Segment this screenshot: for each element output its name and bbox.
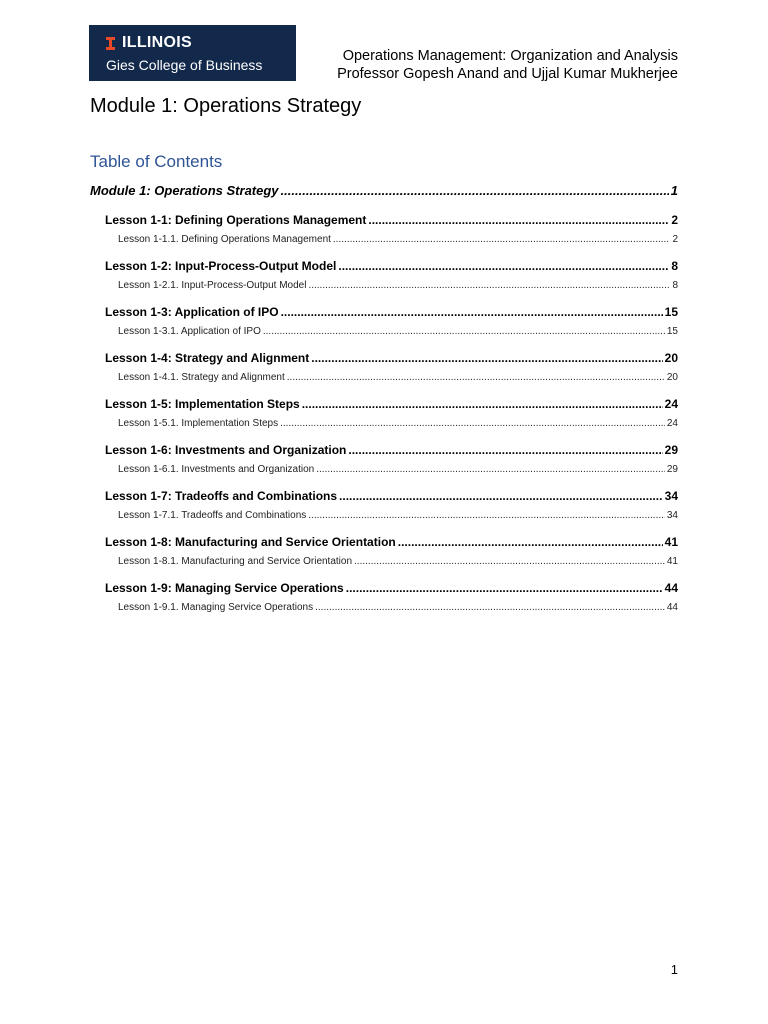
- toc-entry-page: 29: [664, 443, 678, 457]
- block-i-icon: [106, 37, 115, 50]
- toc-dot-leader: [311, 351, 662, 365]
- toc-dot-leader: [348, 443, 662, 457]
- toc-dot-leader: [308, 280, 670, 291]
- toc-dot-leader: [339, 489, 663, 503]
- toc-dot-leader: [302, 397, 663, 411]
- toc-entry-label: Lesson 1-5: Implementation Steps: [105, 397, 300, 411]
- toc-entry-label: Module 1: Operations Strategy: [90, 183, 279, 198]
- toc-sublesson-entry[interactable]: [118, 372, 678, 383]
- logo-college-name: Gies College of Business: [106, 57, 263, 73]
- toc-lesson-entry[interactable]: [105, 259, 678, 273]
- toc-dot-leader: [315, 602, 665, 613]
- toc-dot-leader: [338, 259, 669, 273]
- toc-dot-leader: [346, 581, 663, 595]
- toc-sublesson-entry[interactable]: [118, 234, 678, 245]
- toc-lesson-entry[interactable]: [105, 581, 678, 595]
- toc-entry-page: 34: [666, 510, 678, 521]
- toc-dot-leader: [368, 213, 669, 227]
- toc-entry-label: Lesson 1-4: Strategy and Alignment: [105, 351, 310, 365]
- toc-dot-leader: [280, 418, 665, 429]
- toc-entry-label: Lesson 1-1.1. Defining Operations Management: [118, 234, 331, 245]
- toc-entry-page: 2: [672, 234, 678, 245]
- toc-sublesson-entry[interactable]: [118, 418, 678, 429]
- toc-entry-page: 1: [670, 183, 678, 198]
- toc-dot-leader: [398, 535, 663, 549]
- toc-entry-label: Lesson 1-2: Input-Process-Output Model: [105, 259, 337, 273]
- toc-entry-label: Lesson 1-5.1. Implementation Steps: [118, 418, 279, 429]
- toc-entry-label: Lesson 1-6: Investments and Organization: [105, 443, 347, 457]
- toc-entry-label: Lesson 1-4.1. Strategy and Alignment: [118, 372, 285, 383]
- toc-lesson-entry[interactable]: [105, 351, 678, 365]
- toc-sublesson-entry[interactable]: [118, 556, 678, 567]
- toc-entry-page: 44: [666, 602, 678, 613]
- toc-entry-page: 15: [666, 326, 678, 337]
- toc-entry-page: 20: [666, 372, 678, 383]
- toc-entry-label: Lesson 1-9: Managing Service Operations: [105, 581, 344, 595]
- toc-entry-page: 8: [671, 259, 678, 273]
- course-title: Operations Management: Organization and Analysis: [342, 48, 678, 64]
- toc-dot-leader: [263, 326, 665, 337]
- toc-heading: Table of Contents: [90, 152, 223, 171]
- toc-entry-page: 24: [664, 397, 678, 411]
- toc-entry-label: Lesson 1-6.1. Investments and Organization: [118, 464, 315, 475]
- toc-sublesson-entry[interactable]: [118, 602, 678, 613]
- toc-entry-page: 41: [664, 535, 678, 549]
- toc-entry-label: Lesson 1-7.1. Tradeoffs and Combinations: [118, 510, 307, 521]
- toc-entry-label: Lesson 1-8: Manufacturing and Service Orientation: [105, 535, 396, 549]
- toc-entry-page: 41: [666, 556, 678, 567]
- toc-entry-label: Lesson 1-3.1. Application of IPO: [118, 326, 261, 337]
- toc-entry-page: 34: [664, 489, 678, 503]
- toc-entry-page: 15: [664, 305, 678, 319]
- instructors: Professor Gopesh Anand and Ujjal Kumar Mukherjee: [337, 66, 678, 82]
- toc-dot-leader: [281, 183, 669, 198]
- toc-entry-label: Lesson 1-2.1. Input-Process-Output Model: [118, 280, 307, 291]
- toc-dot-leader: [308, 510, 665, 521]
- toc-entry-label: Lesson 1-7: Tradeoffs and Combinations: [105, 489, 338, 503]
- toc-dot-leader: [354, 556, 665, 567]
- toc-lesson-entry[interactable]: [105, 535, 678, 549]
- page-number: 1: [670, 962, 678, 977]
- toc-lesson-entry[interactable]: [105, 213, 678, 227]
- toc-dot-leader: [316, 464, 665, 475]
- toc-lesson-entry[interactable]: [105, 305, 678, 319]
- logo-wordmark: ILLINOIS: [122, 34, 192, 51]
- toc-entry-page: 24: [666, 418, 678, 429]
- illinois-gies-logo: [89, 25, 296, 81]
- toc-sublesson-entry[interactable]: [118, 510, 678, 521]
- toc-module-entry[interactable]: [90, 183, 678, 198]
- toc-sublesson-entry[interactable]: [118, 326, 678, 337]
- toc-entry-page: 20: [664, 351, 678, 365]
- toc-dot-leader: [287, 372, 665, 383]
- toc-entry-page: 2: [671, 213, 678, 227]
- toc-entry-label: Lesson 1-1: Defining Operations Management: [105, 213, 367, 227]
- toc-entry-label: Lesson 1-3: Application of IPO: [105, 305, 279, 319]
- toc-entry-page: 44: [664, 581, 678, 595]
- toc-entry-page: 8: [672, 280, 678, 291]
- toc-entry-page: 29: [666, 464, 678, 475]
- running-header: [337, 47, 678, 83]
- toc-lesson-entry[interactable]: [105, 397, 678, 411]
- toc-dot-leader: [281, 305, 663, 319]
- toc-lesson-entry[interactable]: [105, 443, 678, 457]
- toc-dot-leader: [333, 234, 671, 245]
- toc-entry-label: Lesson 1-9.1. Managing Service Operations: [118, 602, 314, 613]
- toc-entry-label: Lesson 1-8.1. Manufacturing and Service Orientation: [118, 556, 353, 567]
- toc-sublesson-entry[interactable]: [118, 464, 678, 475]
- toc-sublesson-entry[interactable]: [118, 280, 678, 291]
- page-title: Module 1: Operations Strategy: [90, 95, 362, 117]
- toc-lesson-entry[interactable]: [105, 489, 678, 503]
